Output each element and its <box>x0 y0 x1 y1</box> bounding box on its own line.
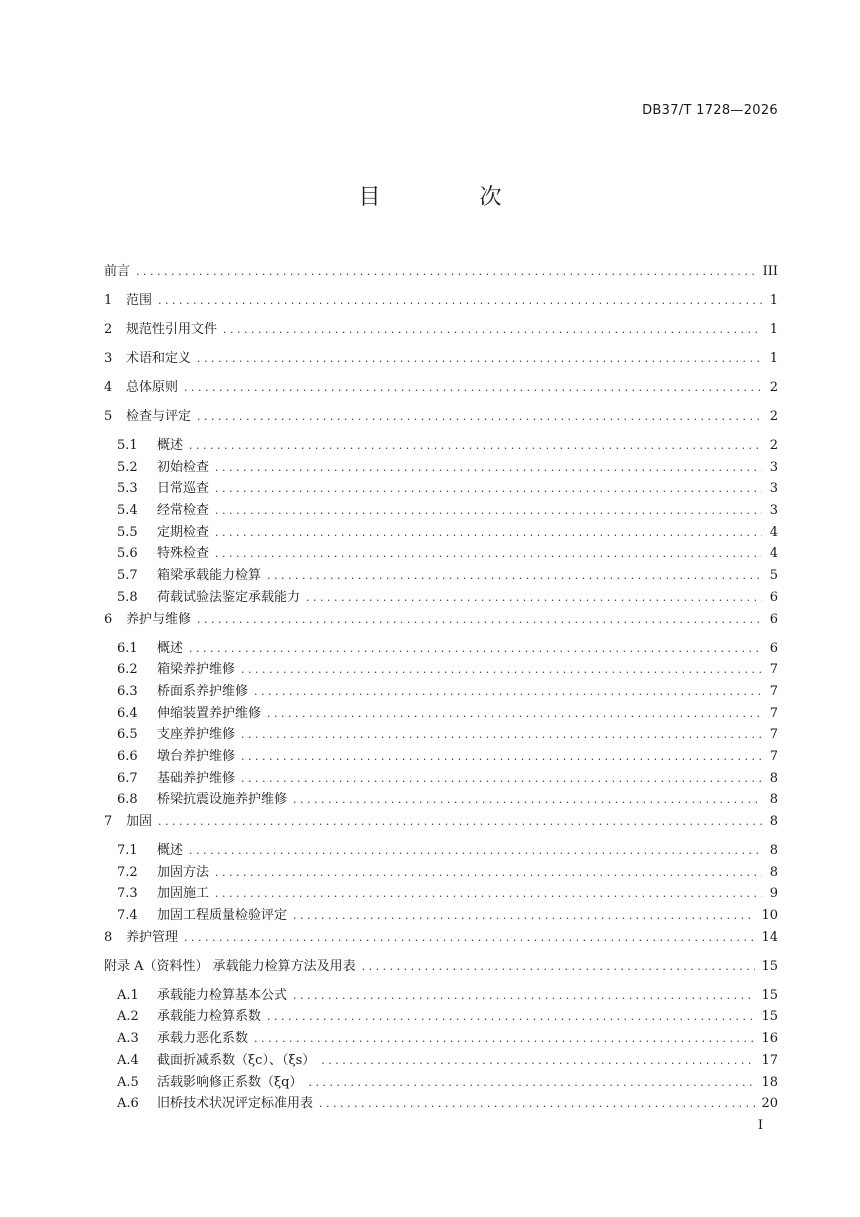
toc-subentry[interactable] <box>104 637 778 659</box>
toc-entry-number: 8 <box>104 929 113 945</box>
toc-entry-label: 箱梁承载能力检算 <box>157 568 262 584</box>
toc-entry-page: 4 <box>769 546 778 562</box>
dot-leader <box>306 591 762 604</box>
toc-entry-page: 2 <box>769 438 778 453</box>
toc-subentry[interactable] <box>104 477 778 499</box>
toc-entry-page: 7 <box>769 748 778 764</box>
dot-leader <box>184 381 762 394</box>
dot-leader <box>321 1054 755 1067</box>
toc-subentry[interactable] <box>104 1092 778 1114</box>
toc-entry-label: 活载影响修正系数（ξq） <box>157 1074 303 1090</box>
toc-entry-page: 8 <box>769 843 778 858</box>
toc-entry-number: 6.5 <box>117 727 138 743</box>
toc-entry-page: 9 <box>769 886 778 902</box>
toc-entry-number: 6.8 <box>117 792 138 808</box>
dot-leader <box>158 294 762 307</box>
toc-entry-page: 8 <box>769 864 778 880</box>
dot-leader <box>189 844 762 857</box>
toc-entry-number: 5 <box>104 409 113 424</box>
toc-entry-number: 5.8 <box>117 589 138 605</box>
toc-entry-label: 墩台养护维修 <box>157 748 236 764</box>
toc-entry-page: 6 <box>769 589 778 605</box>
toc-entry-label: 养护管理 <box>126 929 179 945</box>
toc-subentry[interactable] <box>104 1071 778 1093</box>
dot-leader <box>319 1097 755 1110</box>
dot-leader <box>197 410 762 423</box>
toc-entry-number: 7.1 <box>117 843 138 858</box>
toc-entry-label: 养护与维修 <box>126 611 192 627</box>
toc-entry-label: 概述 <box>157 640 184 656</box>
toc-entry-page: 15 <box>761 1009 778 1025</box>
toc-entry-label: 桥面系养护维修 <box>157 683 249 699</box>
toc-entry-label: 附录 A（资料性） 承载能力检算方法及用表 <box>104 958 356 974</box>
dot-leader <box>241 772 762 785</box>
dot-leader <box>241 750 762 763</box>
toc-entry-label: 荷载试验法鉴定承载能力 <box>157 589 301 605</box>
toc-entry-number: 2 <box>104 322 113 337</box>
dot-leader <box>189 439 762 452</box>
dot-leader <box>197 352 762 365</box>
toc-entry[interactable] <box>104 608 778 637</box>
toc-entry-number: 5.7 <box>117 568 138 584</box>
dot-leader <box>158 815 762 828</box>
toc-entry-page: 18 <box>761 1074 778 1090</box>
toc-subentry[interactable] <box>104 434 778 456</box>
toc-entry-label: 伸缩装置养护维修 <box>157 705 262 721</box>
dot-leader <box>241 728 762 741</box>
dot-leader <box>293 793 762 806</box>
toc-subentry[interactable] <box>104 564 778 586</box>
toc-entry-page: 2 <box>769 409 778 424</box>
toc-subentry[interactable] <box>104 658 778 680</box>
toc-entry-page: 8 <box>769 770 778 786</box>
toc-entry-number: 5.1 <box>117 438 138 453</box>
toc-entry-number: 4 <box>104 380 113 395</box>
toc-entry-number: A.2 <box>117 1009 139 1025</box>
toc-subentry[interactable] <box>104 723 778 745</box>
toc-entry-number: A.4 <box>117 1052 139 1068</box>
toc-entry-number: A.6 <box>117 1096 139 1112</box>
toc-entry-label: 承载力恶化系数 <box>157 1031 249 1047</box>
toc-entry-number: A.3 <box>117 1031 139 1047</box>
toc-entry-number: 5.3 <box>117 481 138 497</box>
page-number: I <box>757 1118 763 1133</box>
toc-subentry[interactable] <box>104 680 778 702</box>
toc-subentry[interactable] <box>104 499 778 521</box>
toc-subentry[interactable] <box>104 456 778 478</box>
toc-entry-page: 6 <box>769 611 778 627</box>
toc-entry-page: 7 <box>769 727 778 743</box>
toc-entry-number: 6.2 <box>117 662 138 678</box>
toc-entry-page: 6 <box>769 640 778 656</box>
toc-subentry[interactable] <box>104 1027 778 1049</box>
toc-entry-label: 承载能力检算基本公式 <box>157 987 288 1003</box>
toc-entry-page: 5 <box>769 568 778 584</box>
dot-leader <box>184 931 755 944</box>
dot-leader <box>215 547 762 560</box>
dot-leader <box>254 1032 755 1045</box>
toc-entry[interactable] <box>104 260 778 289</box>
toc-entry-page: 14 <box>761 929 778 945</box>
toc-entry-label: 日常巡查 <box>157 481 210 497</box>
toc-subentry[interactable] <box>104 702 778 724</box>
toc-entry-page: 3 <box>769 481 778 497</box>
toc-entry-page: 1 <box>769 293 778 308</box>
toc-entry-page: 2 <box>769 380 778 395</box>
toc-entry[interactable] <box>104 926 778 955</box>
toc-entry-label: 定期检查 <box>157 524 210 540</box>
toc-entry[interactable] <box>104 376 778 405</box>
toc-entry-page: 1 <box>769 351 778 366</box>
dot-leader <box>362 960 756 973</box>
toc-entry-number: 7.4 <box>117 908 138 924</box>
toc-entry-page: 20 <box>761 1096 778 1112</box>
toc-entry-number: 7 <box>104 814 113 829</box>
dot-leader <box>215 866 762 879</box>
toc-entry-page: 7 <box>769 662 778 678</box>
toc-entry-label: 范围 <box>126 293 153 308</box>
toc-entry-page: 16 <box>761 1031 778 1047</box>
toc-subentry[interactable] <box>104 745 778 767</box>
toc-entry-number: 5.5 <box>117 524 138 540</box>
dot-leader <box>308 1076 755 1089</box>
toc-entry-label: 初始检查 <box>157 459 210 475</box>
toc-subentry[interactable] <box>104 1049 778 1071</box>
toc-subentry[interactable] <box>104 767 778 789</box>
dot-leader <box>215 526 762 539</box>
dot-leader <box>293 989 755 1002</box>
dot-leader <box>293 909 755 922</box>
toc-entry-page: 17 <box>761 1052 778 1068</box>
toc-entry-number: 5.6 <box>117 546 138 562</box>
toc-entry-label: 基础养护维修 <box>157 770 236 786</box>
toc-entry-label: 桥梁抗震设施养护维修 <box>157 792 288 808</box>
toc-subentry[interactable] <box>104 882 778 904</box>
toc-entry[interactable] <box>104 955 778 984</box>
toc-entry-page: 1 <box>769 322 778 337</box>
toc-entry-label: 总体原则 <box>126 380 179 395</box>
toc-entry[interactable] <box>104 405 778 434</box>
toc-subentry[interactable] <box>104 861 778 883</box>
dot-leader <box>215 504 762 517</box>
toc-entry-label: 箱梁养护维修 <box>157 662 236 678</box>
toc-subentry[interactable] <box>104 839 778 861</box>
toc-entry-number: 5.2 <box>117 459 138 475</box>
toc-entry-label: 规范性引用文件 <box>126 322 218 337</box>
toc-entry-label: 特殊检查 <box>157 546 210 562</box>
toc-entry-label: 术语和定义 <box>126 351 192 366</box>
toc-subentry[interactable] <box>104 586 778 608</box>
toc-entry-number: 7.3 <box>117 886 138 902</box>
dot-leader <box>197 613 762 626</box>
toc-subentry[interactable] <box>104 1005 778 1027</box>
dot-leader <box>223 323 762 336</box>
toc-entry[interactable] <box>104 347 778 376</box>
toc-subentry[interactable] <box>104 904 778 926</box>
dot-leader <box>241 663 762 676</box>
toc-subentry[interactable] <box>104 542 778 564</box>
toc-entry-number: 6.6 <box>117 748 138 764</box>
page-title: 目 次 <box>358 185 548 210</box>
toc-entry-label: 承载能力检算系数 <box>157 1009 262 1025</box>
toc-entry[interactable] <box>104 318 778 347</box>
toc-entry-label: 加固施工 <box>157 886 210 902</box>
toc-entry-label: 概述 <box>157 438 184 453</box>
toc-entry-label: 加固工程质量检验评定 <box>157 908 288 924</box>
toc-entry-number: 3 <box>104 351 113 366</box>
toc-entry-number: A.1 <box>117 987 139 1003</box>
toc-entry-page: 15 <box>761 987 778 1003</box>
dot-leader <box>254 685 762 698</box>
toc-entry-label: 加固方法 <box>157 864 210 880</box>
standard-number: DB37/T 1728—2026 <box>642 103 778 118</box>
toc-entry-number: 6.3 <box>117 683 138 699</box>
toc-entry-number: 6 <box>104 611 113 627</box>
toc-entry-number: 6.1 <box>117 640 138 656</box>
dot-leader <box>215 461 762 474</box>
toc-entry-label: 加固 <box>126 814 153 829</box>
dot-leader <box>267 707 762 720</box>
dot-leader <box>215 482 762 495</box>
toc-entry-page: 15 <box>761 958 778 974</box>
toc-entry-page: III <box>762 264 778 279</box>
toc-entry-number: A.5 <box>117 1074 139 1090</box>
toc-entry-label: 检查与评定 <box>126 409 192 424</box>
toc-entry-page: 8 <box>769 814 778 829</box>
toc-entry-page: 4 <box>769 524 778 540</box>
toc-entry-number: 1 <box>104 293 113 308</box>
toc-entry-label: 前言 <box>104 264 131 279</box>
toc-entry-number: 6.7 <box>117 770 138 786</box>
toc-entry-label: 经常检查 <box>157 503 210 519</box>
toc-entry-page: 7 <box>769 683 778 699</box>
dot-leader <box>215 887 762 900</box>
toc-subentry[interactable] <box>104 984 778 1006</box>
toc-entry-label: 概述 <box>157 843 184 858</box>
toc-entry-number: 7.2 <box>117 864 138 880</box>
toc-entry-page: 8 <box>769 792 778 808</box>
toc-entry-page: 3 <box>769 459 778 475</box>
toc-entry-page: 7 <box>769 705 778 721</box>
dot-leader <box>136 265 757 278</box>
toc-entry-label: 旧桥技术状况评定标准用表 <box>157 1096 314 1112</box>
dot-leader <box>267 1010 755 1023</box>
toc-entry-label: 截面折减系数（ξc）、（ξs） <box>157 1052 316 1068</box>
dot-leader <box>189 642 762 655</box>
toc-entry-page: 10 <box>761 908 778 924</box>
toc-entry[interactable] <box>104 810 778 839</box>
toc-entry-number: 5.4 <box>117 503 138 519</box>
toc-subentry[interactable] <box>104 788 778 810</box>
toc-entry-number: 6.4 <box>117 705 138 721</box>
toc-entry[interactable] <box>104 289 778 318</box>
table-of-contents <box>104 260 778 1114</box>
toc-entry-page: 3 <box>769 503 778 519</box>
toc-subentry[interactable] <box>104 521 778 543</box>
toc-entry-label: 支座养护维修 <box>157 727 236 743</box>
dot-leader <box>267 569 762 582</box>
